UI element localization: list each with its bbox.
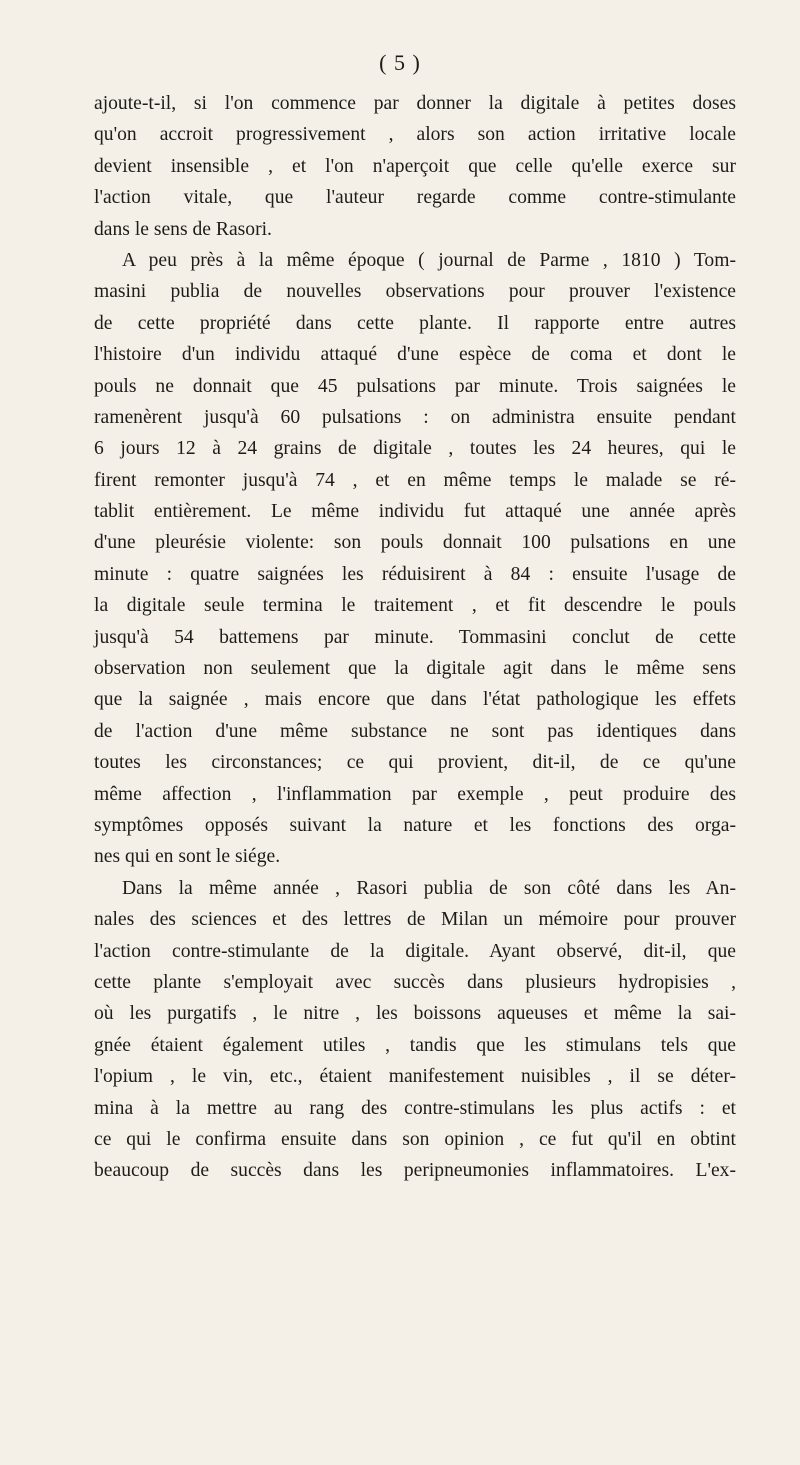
text-line: l'histoire d'un individu attaqué d'une espèce de coma et dont le: [94, 344, 736, 366]
text-line: ramenèrent jusqu'à 60 pulsations : on administra ensuite pendant: [94, 406, 736, 428]
text-line: tablit entièrement. Le même individu fut attaqué une année après: [94, 501, 736, 523]
text-line: dans le sens de Rasori.: [94, 218, 272, 240]
text-line: de cette propriété dans cette plante. Il rapporte entre autres: [94, 312, 736, 334]
text-line: mina à la mettre au rang des contre-stimulans les plus actifs : et: [94, 1097, 736, 1119]
text-line: l'action contre-stimulante de la digitale. Ayant observé, dit-il, que: [94, 940, 736, 962]
text-line: que la saignée , mais encore que dans l'état pathologique les effets: [94, 689, 736, 711]
text-line: jusqu'à 54 battemens par minute. Tommasini conclut de cette: [94, 626, 736, 648]
text-line: ce qui le confirma ensuite dans son opinion , ce fut qu'il en obtint: [94, 1128, 736, 1150]
text-line: ajoute-t-il, si l'on commence par donner la digitale à petites doses: [94, 93, 736, 114]
text-line: gnée étaient également utiles , tandis que les stimulans tels que: [94, 1034, 736, 1056]
text-line: cette plante s'employait avec succès dans plusieurs hydropisies ,: [94, 971, 736, 993]
page-number: ( 5 ): [379, 50, 421, 75]
text-line: masini publia de nouvelles observations pour prouver l'existence: [94, 281, 736, 303]
text-line: l'action vitale, que l'auteur regarde comme contre-stimulante: [94, 187, 736, 209]
text-line: minute : quatre saignées les réduisirent à 84 : ensuite l'usage de: [94, 563, 736, 585]
paragraph-1: [94, 88, 736, 245]
text-line: A peu près à la même époque ( journal de Parme , 1810 ) Tom-: [122, 249, 736, 271]
text-line: devient insensible , et l'on n'aperçoit que celle qu'elle exerce sur: [94, 155, 736, 177]
text-line: beaucoup de succès dans les peripneumonies inflammatoires. L'ex-: [94, 1160, 736, 1182]
text-line: d'une pleurésie violente: son pouls donnait 100 pulsations en une: [94, 532, 736, 554]
text-line: nes qui en sont le siége.: [94, 846, 281, 868]
text-line: qu'on accroit progressivement , alors son action irritative locale: [94, 124, 736, 146]
paragraph-3: [94, 873, 736, 1187]
text-line: firent remonter jusqu'à 74 , et en même temps le malade se ré-: [94, 469, 736, 491]
text-line: la digitale seule termina le traitement , et fit descendre le pouls: [94, 595, 736, 617]
text-line: l'opium , le vin, etc., étaient manifestement nuisibles , il se déter-: [94, 1066, 736, 1088]
text-line: où les purgatifs , le nitre , les boissons aqueuses et même la sai-: [94, 1003, 736, 1025]
body-text: [94, 88, 736, 1187]
text-line: nales des sciences et des lettres de Milan un mémoire pour prouver: [94, 909, 736, 931]
text-line: même affection , l'inflammation par exemple , peut produire des: [94, 783, 736, 805]
text-line: de l'action d'une même substance ne sont pas identiques dans: [94, 720, 736, 742]
text-line: toutes les circonstances; ce qui provient, dit-il, de ce qu'une: [94, 752, 736, 774]
text-line: symptômes opposés suivant la nature et les fonctions des orga-: [94, 814, 736, 836]
text-line: 6 jours 12 à 24 grains de digitale , toutes les 24 heures, qui le: [94, 438, 736, 460]
text-line: observation non seulement que la digitale agit dans le même sens: [94, 658, 736, 680]
text-line: pouls ne donnait que 45 pulsations par minute. Trois saignées le: [94, 375, 736, 397]
paragraph-2: [94, 245, 736, 873]
text-line: Dans la même année , Rasori publia de son côté dans les An-: [122, 877, 736, 899]
